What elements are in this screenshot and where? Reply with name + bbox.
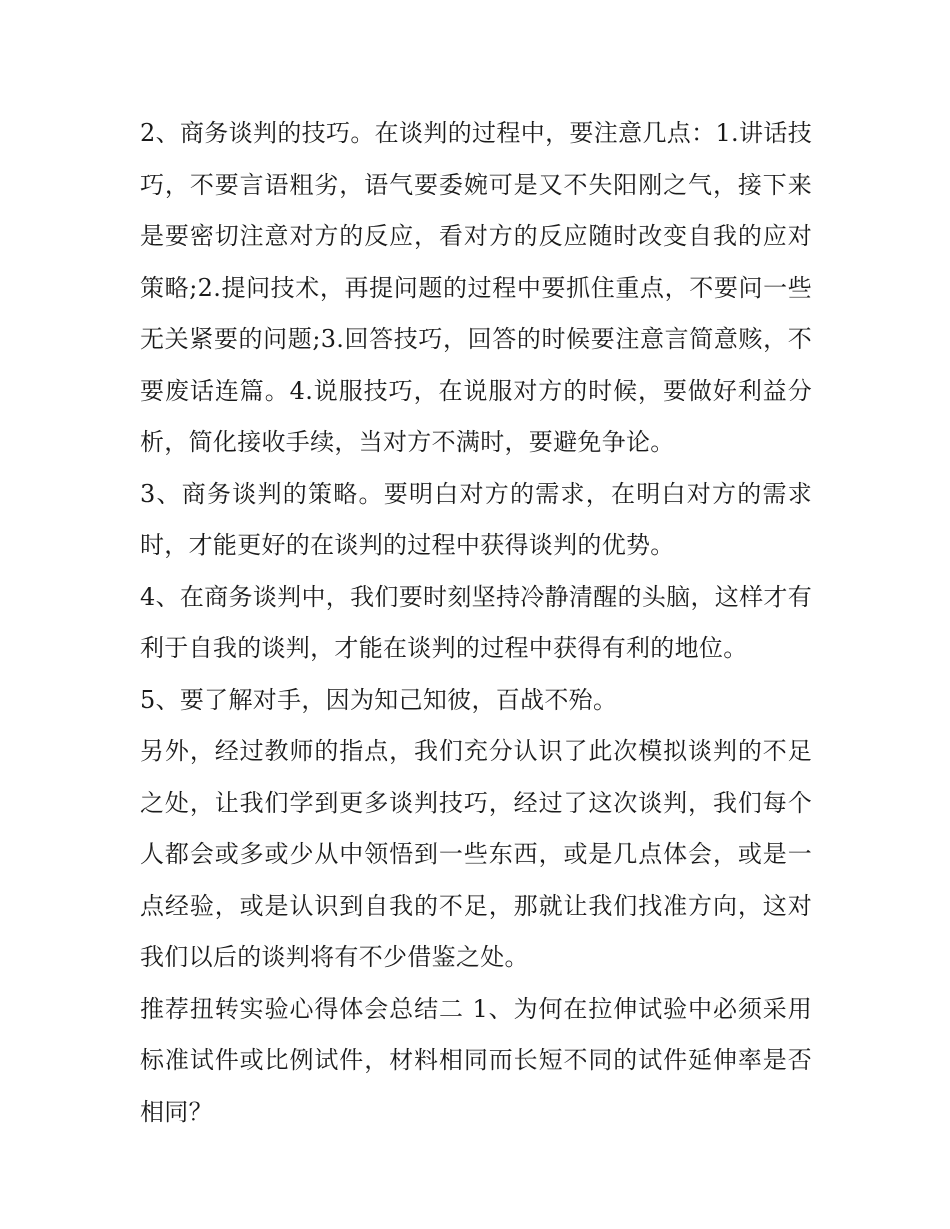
paragraph-know-opponent: 5、要了解对手，因为知己知彼，百战不殆。 — [140, 685, 618, 714]
paragraph-calm-mind: 4、在商务谈判中，我们要时刻坚持冷静清醒的头脑，这样才有利于自我的谈判，才能在谈判的过程中获得有利的地位。 — [140, 582, 812, 662]
document-body — [140, 108, 812, 1138]
paragraph-negotiation-skills: 2、商务谈判的技巧。在谈判的过程中，要注意几点：1.讲话技巧，不要言语粗劣，语气要委婉可是又不失阳刚之气，接下来是要密切注意对方的反应，看对方的反应随时改变自我的应对策略;2.提问技术，再提问题的过程中要抓住重点，不要问一些无关紧要的问题;3.回答技巧，回答的时候要注意言简意赅，不要废话连篇。4.说服技巧，在说服对方的时候，要做好利益分析，简化接收手续，当对方不满时，要避免争论。 — [140, 119, 812, 456]
paragraph-negotiation-strategy: 3、商务谈判的策略。要明白对方的需求，在明白对方的需求时，才能更好的在谈判的过程中获得谈判的优势。 — [140, 479, 812, 559]
paragraph-torsion-experiment: 推荐扭转实验心得体会总结二 1、为何在拉伸试验中必须采用标准试件或比例试件，材料相同而长短不同的试件延伸率是否相同？ — [140, 994, 812, 1126]
paragraph-teacher-guidance: 另外，经过教师的指点，我们充分认识了此次模拟谈判的不足之处，让我们学到更多谈判技巧，经过了这次谈判，我们每个人都会或多或少从中领悟到一些东西，或是几点体会，或是一点经验，或是认识到自我的不足，那就让我们找准方向，这对我们以后的谈判将有不少借鉴之处。 — [140, 737, 812, 971]
